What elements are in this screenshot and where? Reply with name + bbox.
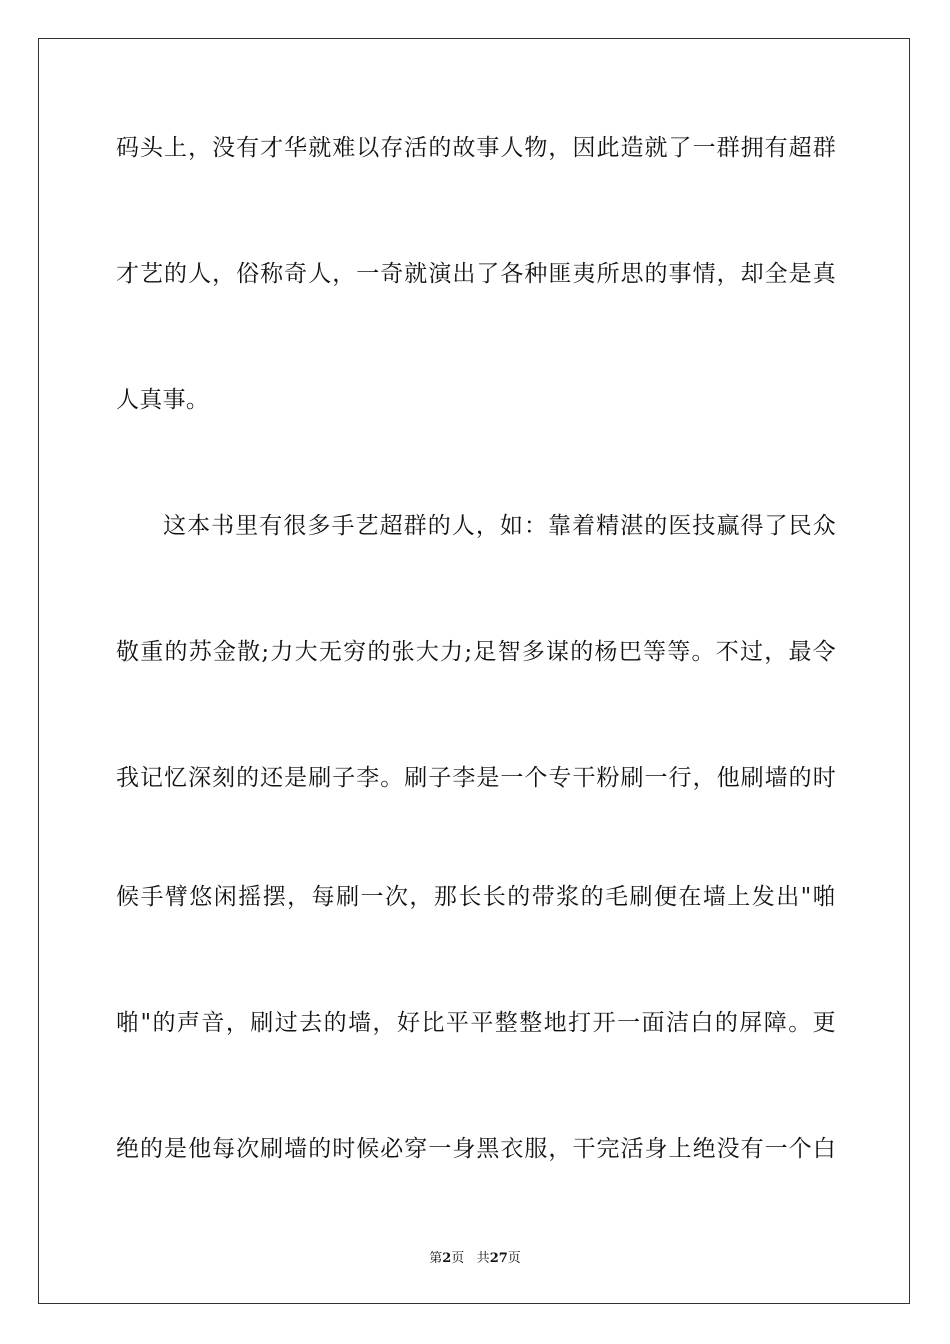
- footer-page-number: 2: [442, 1251, 452, 1266]
- body-line-9: 绝的是他每次刷墙的时候必穿一身黑衣服，干完活身上绝没有一个白: [116, 1136, 836, 1162]
- page-border: [38, 38, 910, 1304]
- body-line-3: 人真事。: [116, 387, 210, 413]
- footer-page-prefix: 第: [429, 1251, 443, 1266]
- body-line-2: 才艺的人，俗称奇人，一奇就演出了各种匪夷所思的事情，却全是真: [116, 261, 836, 287]
- page-footer: [0, 1247, 950, 1266]
- body-line-4: 这本书里有很多手艺超群的人，如：靠着精湛的医技赢得了民众: [163, 513, 836, 539]
- footer-total-pages: 27: [489, 1251, 508, 1266]
- body-line-7: 候手臂悠闲摇摆，每刷一次，那长长的带浆的毛刷便在墙上发出"啪: [116, 884, 836, 910]
- body-line-1: 码头上，没有才华就难以存活的故事人物，因此造就了一群拥有超群: [116, 135, 836, 161]
- body-line-5: 敬重的苏金散;力大无穷的张大力;足智多谋的杨巴等等。不过，最令: [116, 639, 836, 665]
- body-line-8: 啪"的声音，刷过去的墙，好比平平整整地打开一面洁白的屏障。更: [116, 1010, 836, 1036]
- body-line-6: 我记忆深刻的还是刷子李。刷子李是一个专干粉刷一行，他刷墙的时: [116, 765, 836, 791]
- footer-total-suffix: 页: [507, 1251, 521, 1266]
- footer-page-suffix: 页: [451, 1251, 465, 1266]
- footer-total-prefix: 共: [476, 1251, 490, 1266]
